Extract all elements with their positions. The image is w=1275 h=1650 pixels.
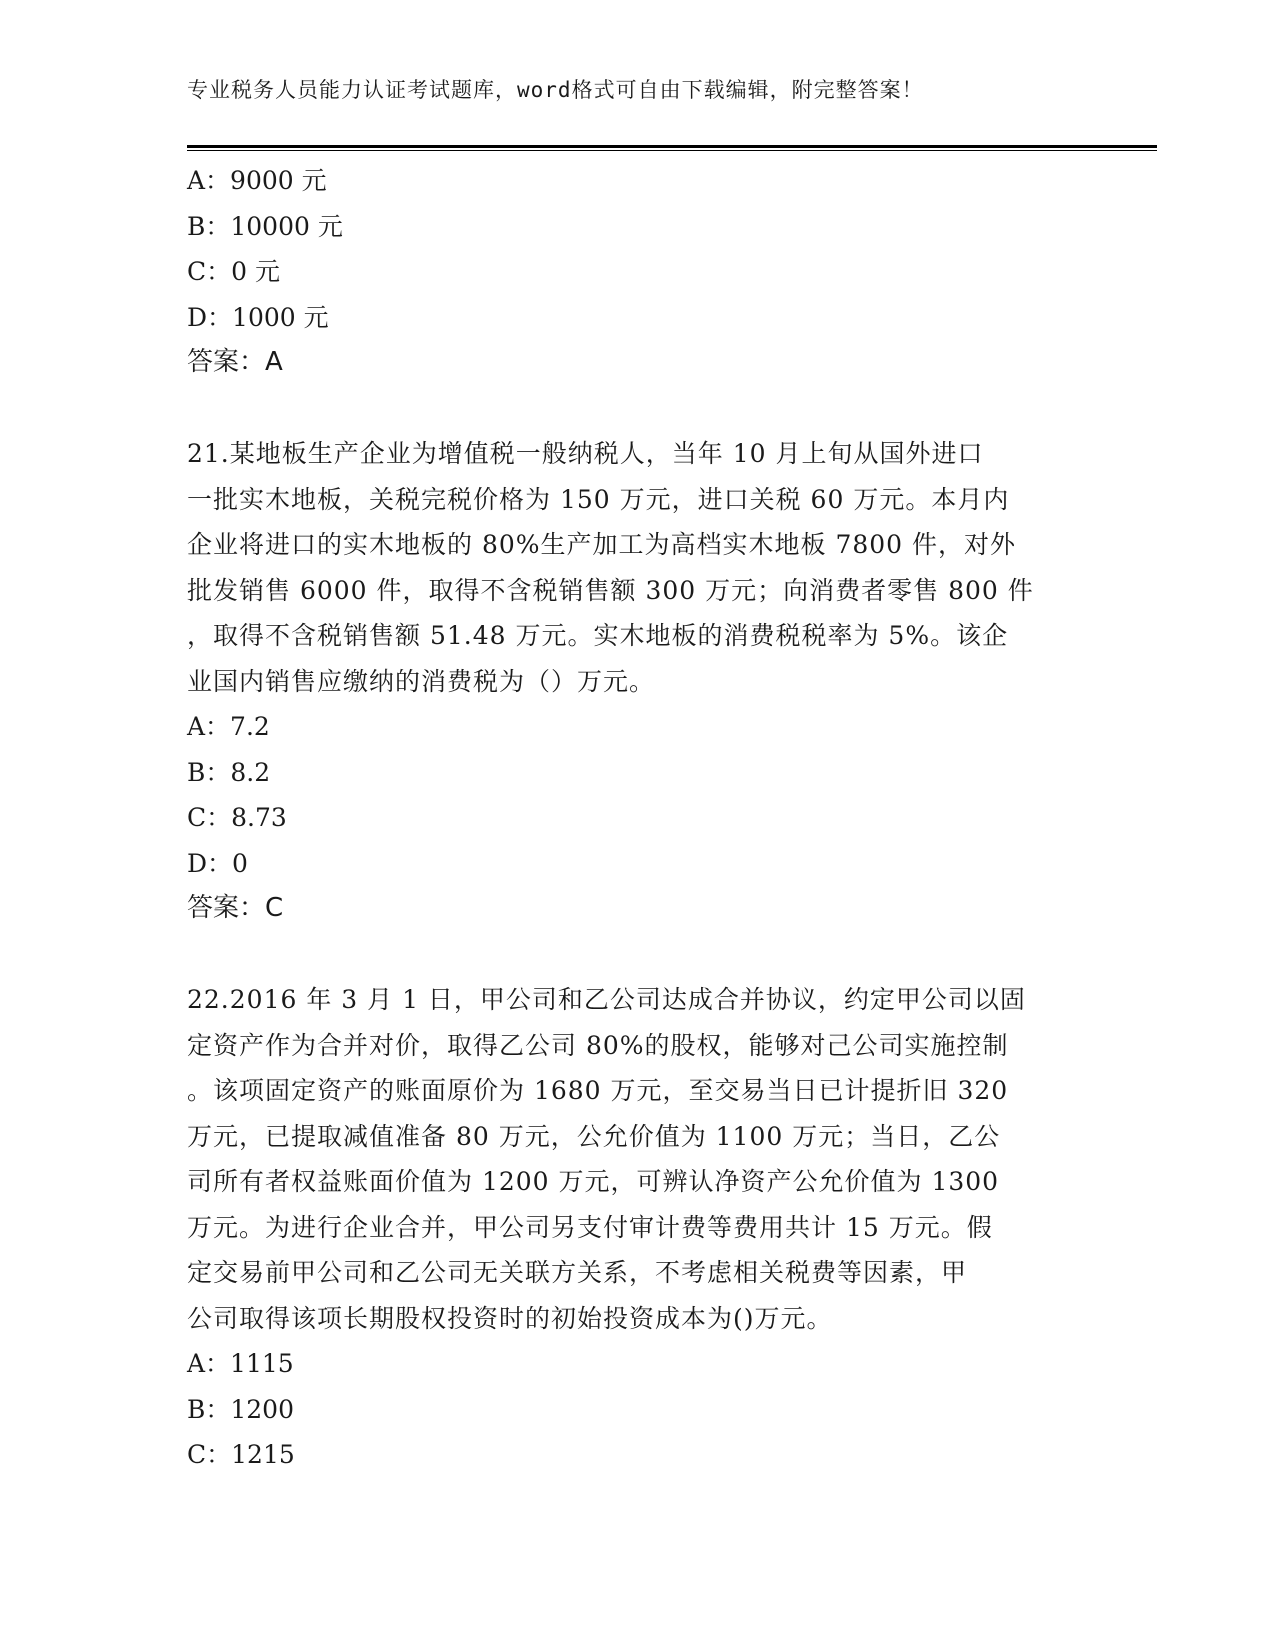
option-a: A：7.2 [187, 712, 270, 741]
answer-line: 答案：A [187, 347, 283, 377]
option-c: C：1215 [187, 1440, 295, 1469]
question-text-line: 定资产作为合并对价，取得乙公司 80%的股权，能够对己公司实施控制 [187, 1030, 1009, 1060]
question-text-line: 业国内销售应缴纳的消费税为（）万元。 [187, 666, 656, 696]
question-21 [187, 431, 1087, 932]
header-rule-thin [187, 150, 1157, 151]
question-text-line: 22.2016 年 3 月 1 日，甲公司和乙公司达成合并协议，约定甲公司以固 [187, 985, 1026, 1014]
question-text-line: ，取得不含税销售额 51.48 万元。实木地板的消费税税率为 5%。该企 [187, 621, 1009, 650]
option-c: C：0 元 [187, 257, 280, 286]
option-a: A：9000 元 [187, 166, 327, 195]
question-text-line: 司所有者权益账面价值为 1200 万元，可辨认净资产公允价值为 1300 [187, 1167, 1000, 1196]
question-text-line: 定交易前甲公司和乙公司无关联方关系，不考虑相关税费等因素，甲 [187, 1258, 968, 1287]
question-text-line: 一批实木地板，关税完税价格为 150 万元，进口关税 60 万元。本月内 [187, 484, 1010, 514]
question-text-line: 批发销售 6000 件，取得不含税销售额 300 万元；向消费者零售 800 件 [187, 575, 1034, 605]
spacer [187, 386, 1087, 432]
question-text-line: 企业将进口的实木地板的 80%生产加工为高档实木地板 7800 件，对外 [187, 530, 1017, 559]
page-header: 专业税务人员能力认证考试题库，word格式可自由下载编辑，附完整答案！ [187, 78, 924, 102]
option-c: C：8.73 [187, 803, 287, 832]
option-a: A：1115 [187, 1349, 294, 1378]
question-text-line: 。该项固定资产的账面原价为 1680 万元，至交易当日已计提折旧 320 [187, 1076, 1009, 1105]
question-text-line: 万元，已提取减值准备 80 万元，公允价值为 1100 万元；当日，乙公 [187, 1121, 1001, 1151]
spacer [187, 932, 1087, 978]
prev-question-options [187, 158, 1087, 386]
option-d: D：1000 元 [187, 302, 329, 332]
question-22 [187, 977, 1087, 1478]
question-text-line: 万元。为进行企业合并，甲公司另支付审计费等费用共计 15 万元。假 [187, 1212, 993, 1242]
option-d: D：0 [187, 848, 248, 878]
document-body [187, 158, 1087, 1478]
answer-line: 答案：C [187, 893, 284, 923]
question-text-line: 公司取得该项长期股权投资时的初始投资成本为()万元。 [187, 1303, 833, 1333]
option-b: B：10000 元 [187, 211, 343, 241]
question-text-line: 21.某地板生产企业为增值税一般纳税人，当年 10 月上旬从国外进口 [187, 439, 984, 468]
option-b: B：1200 [187, 1394, 294, 1424]
option-b: B：8.2 [187, 757, 271, 787]
header-rule-thick [187, 145, 1157, 148]
